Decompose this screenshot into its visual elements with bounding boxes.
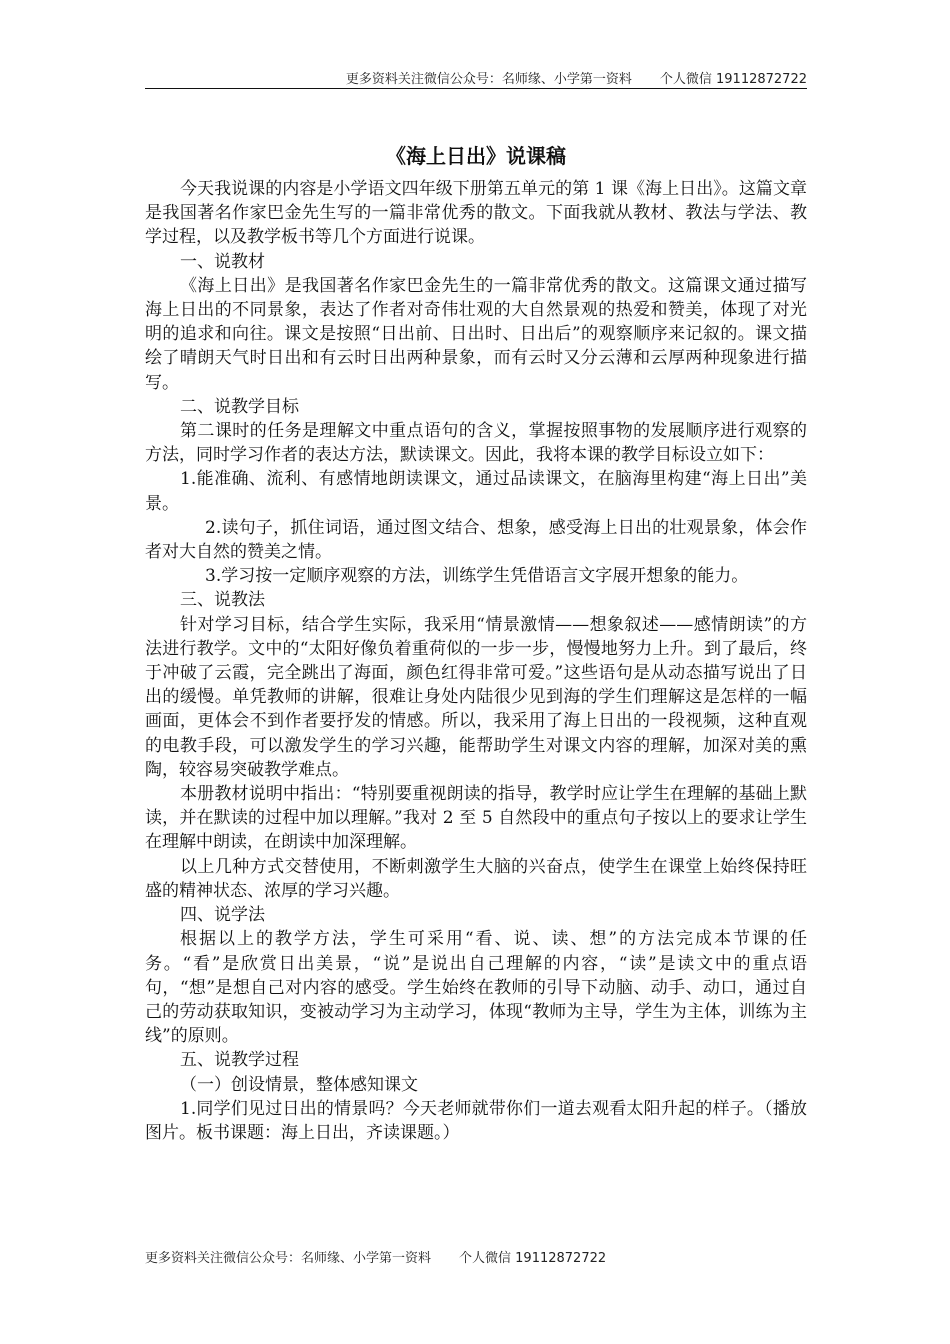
- section-heading-textbook: 一、说教材: [180, 251, 265, 272]
- footer-wechat-account: 更多资料关注微信公众号：名师缘、小学第一资料: [145, 1251, 432, 1266]
- goal-item-2: 2.读句子，抓住词语，通过图文结合、想象，感受海上日出的壮观景象，体会作者对大自然的赞美之情。: [145, 517, 807, 563]
- process-subheading-1: （一）创设情景，整体感知课文: [180, 1074, 418, 1095]
- learning-method-paragraph: 根据以上的教学方法，学生可采用“看、说、读、想”的方法完成本节课的任务。“看”是欣赏日出美景，“说”是说出自己理解的内容，“读”是读文中的重点语句，“想”是想自己对内容的感受。学生始终在教师的引导下动脑、动手、动口，通过自己的劳动获取知识，变被动学习为主动学习，体现“教师为主导，学生为主体，训练为主线”的原则。: [145, 929, 807, 1047]
- page-footer: [145, 1247, 807, 1266]
- goal-item-3: 3.学习按一定顺序观察的方法，训练学生凭借语言文字展开想象的能力。: [205, 566, 749, 587]
- page-header: [145, 68, 807, 87]
- reading-guidance-paragraph: 本册教材说明中指出：“特别要重视朗读的指导，教学时应让学生在理解的基础上默读，并在默读的过程中加以理解。”我对 2 至 5 自然段中的重点句子按以上的要求让学生在理解中朗读，在朗读中加深理解。: [145, 784, 807, 853]
- intro-paragraph: 今天我说课的内容是小学语文四年级下册第五单元的第 1 课《海上日出》。这篇文章是我国著名作家巴金先生写的一篇非常优秀的散文。下面我就从教材、教法与学法、教学过程，以及教学板书等几个方面进行说课。: [145, 179, 807, 248]
- method-summary-paragraph: 以上几种方式交替使用，不断刺激学生大脑的兴奋点，使学生在课堂上始终保持旺盛的精神状态、浓厚的学习兴趣。: [145, 856, 807, 901]
- document-body: [145, 177, 807, 1145]
- teaching-method-paragraph: 针对学习目标，结合学生实际，我采用“情景激情——想象叙述——感情朗读”的方法进行教学。文中的“太阳好像负着重荷似的一步一步，慢慢地努力上升。到了最后，终于冲破了云霞，完全跳出了海面，颜色红得非常可爱。”这些语句是从动态描写说出了日出的缓慢。单凭教师的讲解，很难让身处内陆很少见到海的学生们理解这是怎样的一幅画面，更体会不到作者要抒发的情感。所以，我采用了海上日出的一段视频，这种直观的电教手段，可以激发学生的学习兴趣，能帮助学生对课文内容的理解，加深对美的熏陶，较容易突破教学难点。: [145, 614, 807, 780]
- section-heading-goals: 二、说教学目标: [180, 396, 299, 417]
- section-heading-learning-method: 四、说学法: [180, 905, 265, 926]
- goals-paragraph: 第二课时的任务是理解文中重点语句的含义，掌握按照事物的发展顺序进行观察的方法，同时学习作者的表达方法，默读课文。因此，我将本课的教学目标设立如下：: [145, 421, 807, 466]
- section-heading-teaching-method: 三、说教法: [180, 590, 265, 611]
- header-wechat-account: 更多资料关注微信公众号：名师缘、小学第一资料: [345, 72, 632, 87]
- section-heading-process: 五、说教学过程: [180, 1050, 299, 1071]
- header-personal-wechat: 个人微信 19112872722: [659, 72, 807, 87]
- process-step-1: 1.同学们见过日出的情景吗？今天老师就带你们一道去观看太阳升起的样子。（播放图片。板书课题：海上日出，齐读课题。）: [145, 1098, 807, 1143]
- goal-item-1: 1.能准确、流利、有感情地朗读课文，通过品读课文，在脑海里构建“海上日出”美景。: [145, 469, 807, 514]
- document-title: 《海上日出》说课稿: [386, 144, 566, 168]
- footer-personal-wechat: 个人微信 19112872722: [459, 1251, 607, 1266]
- header-divider: [145, 88, 807, 89]
- textbook-paragraph: 《海上日出》是我国著名作家巴金先生的一篇非常优秀的散文。这篇课文通过描写海上日出的不同景象，表达了作者对奇伟壮观的大自然景观的热爱和赞美，体现了对光明的追求和向往。课文是按照“日出前、日出时、日出后”的观察顺序来记叙的。课文描绘了晴朗天气时日出和有云时日出两种景象，而有云时又分云薄和云厚两种现象进行描写。: [145, 275, 807, 393]
